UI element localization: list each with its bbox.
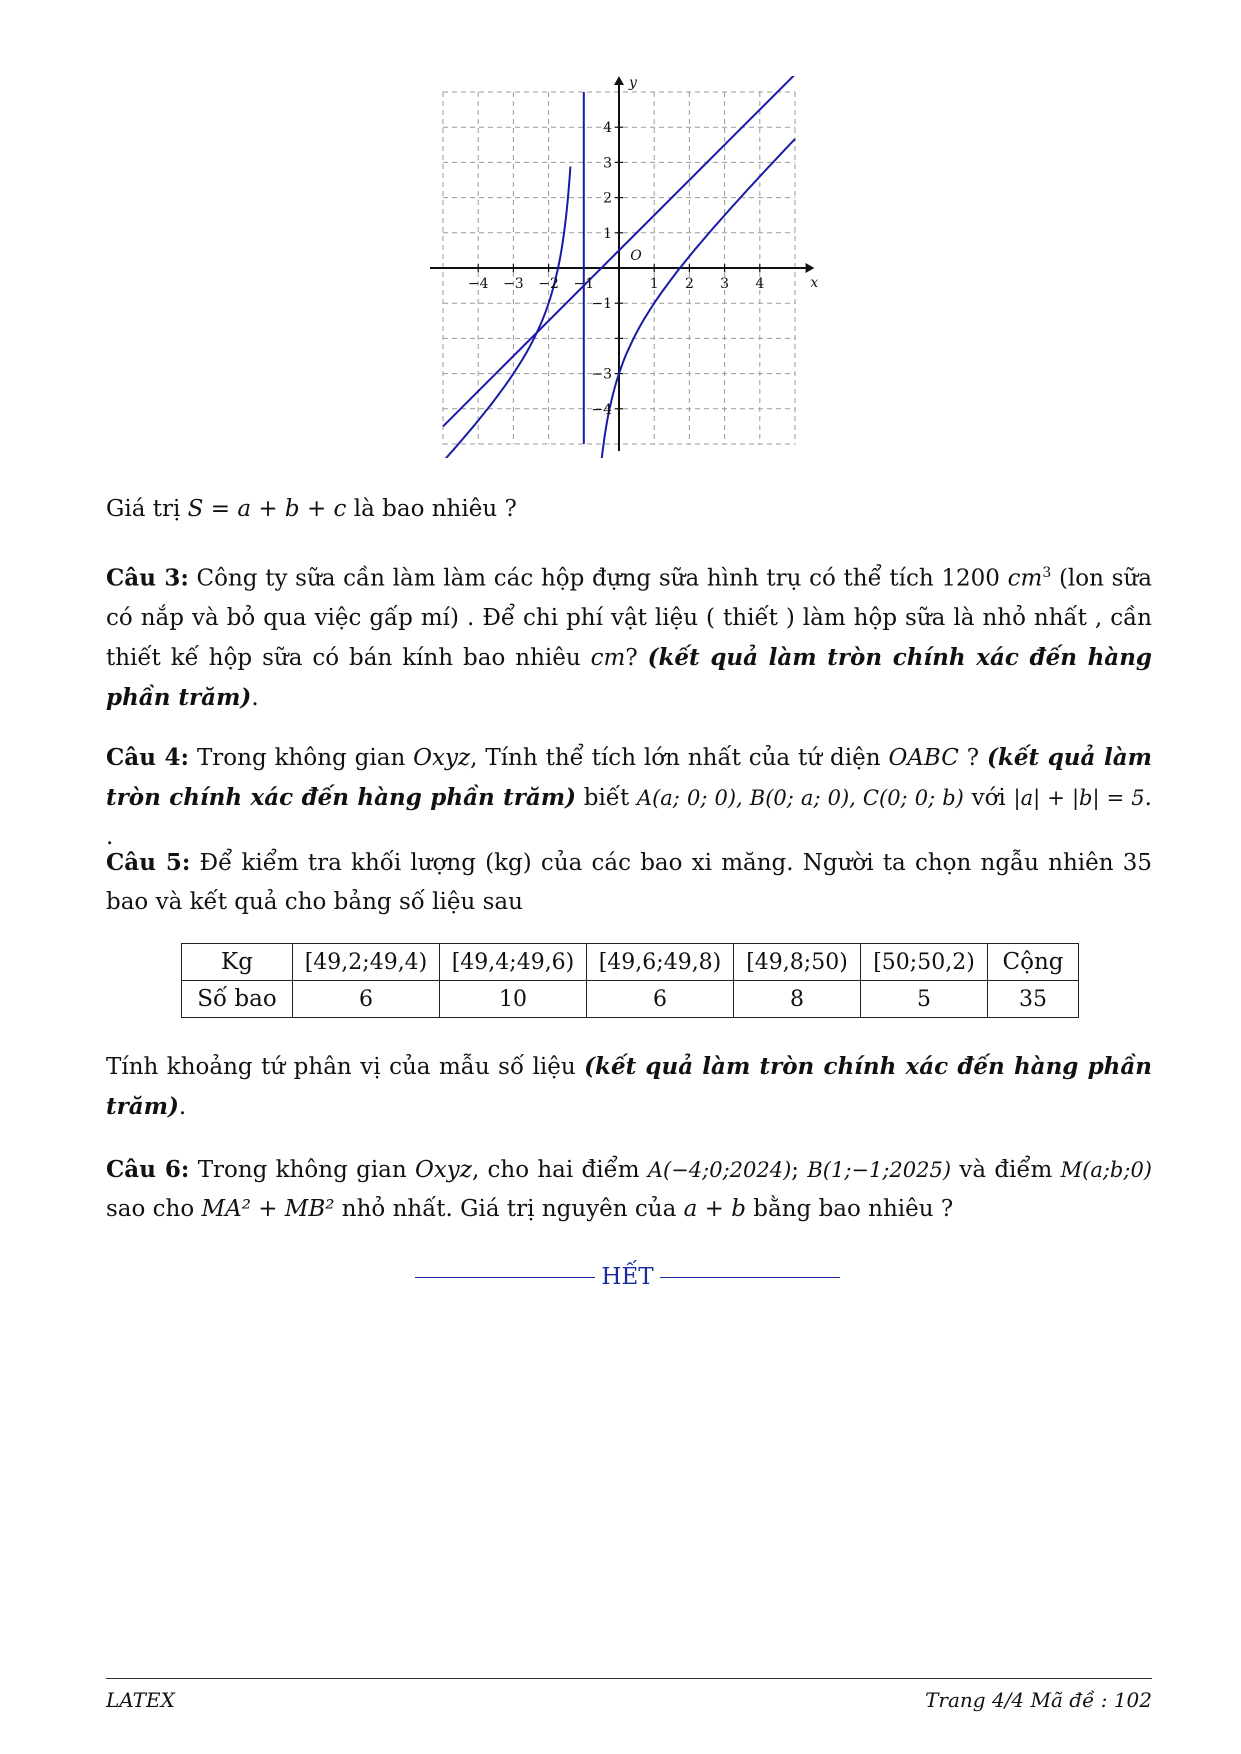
x-tick-label: 4 (755, 276, 765, 292)
q6-point-m: M(a;b;0) (1060, 1158, 1153, 1182)
q6-text2: , cho hai điểm (471, 1157, 648, 1183)
q4-points: A(a; 0; 0), B(0; a; 0), C(0; 0; b) (636, 786, 964, 810)
q3-note: (kết quả làm tròn chính xác đến hàng phần trăm) (106, 643, 1152, 711)
question-6-label: Câu 6: (106, 1156, 190, 1183)
q6-text5: nhỏ nhất. Giá trị nguyên của (334, 1196, 684, 1222)
intro-formula: S = a + b + c (187, 496, 347, 522)
q4-text3: ? (958, 745, 988, 771)
q6-point-a: A(−4;0;2024) (647, 1158, 792, 1182)
q5-text: Để kiểm tra khối lượng (kg) của các bao xi măng. Người ta chọn ngẫu nhiên 35 bao và kết quả cho bảng số liệu sau (106, 850, 1153, 915)
q6-text3: và điểm (951, 1157, 1061, 1183)
table-col-2: [49,4;49,6) (440, 944, 587, 981)
table-row-label: Số bao (182, 981, 293, 1018)
x-tick-label: −4 (467, 276, 489, 292)
x-tick-label: 3 (720, 276, 730, 292)
table-value-5: 5 (861, 981, 988, 1018)
table-col-total: Cộng (988, 944, 1079, 981)
q6-expr: MA² + MB² (201, 1196, 335, 1222)
q6-space: Oxyz (414, 1157, 472, 1183)
question-3-label: Câu 3: (106, 564, 189, 592)
y-tick-label: 1 (603, 225, 612, 242)
q3-unit-exp: 3 (1042, 565, 1052, 581)
q4-note: (kết quả làm tròn chính xác đến hàng phần trăm) (106, 744, 1153, 811)
q3-line1: Công ty sữa cần làm làm các hộp đựng sữa hình trụ có thể tích 1200 (196, 565, 1008, 592)
graph-question (106, 490, 1152, 529)
x-tick-label: −1 (573, 276, 595, 292)
q6-sep: ; (791, 1157, 808, 1183)
q3-line3-unit: cm (590, 644, 626, 671)
table-value-2: 10 (440, 981, 587, 1018)
end-marker-text: HẾT (601, 1264, 654, 1290)
q4-tetra: OABC (888, 745, 959, 771)
intro-prefix: Giá trị (106, 496, 188, 522)
x-tick-label: −3 (503, 276, 524, 292)
question-5-label: Câu 5: (106, 849, 191, 876)
footer-rule (106, 1678, 1152, 1679)
q3-line3: cần thiết kế hộp sữa có bán kính bao nhiêu (106, 604, 1152, 671)
q5-followup (106, 1047, 1152, 1127)
question-3 (106, 554, 1152, 718)
x-tick-label: 2 (684, 276, 694, 292)
curve-right-branch (601, 139, 795, 458)
q4-condition: |a| + |b| = 5 (1013, 786, 1145, 810)
x-tick-label: −2 (538, 276, 559, 292)
q6-text6: bằng bao nhiêu ? (745, 1196, 954, 1222)
footer-right: Trang 4/4 Mã đề : 102 (925, 1688, 1152, 1712)
q6-point-b: B(1;−1;2025) (807, 1158, 952, 1182)
table-row-values (182, 981, 1079, 1018)
table-row-header (182, 944, 1079, 981)
q5-followup-text: Tính khoảng tứ phân vị của mẫu số liệu (106, 1054, 585, 1080)
curve-left-branch (443, 167, 570, 459)
q3-line3-q: ? (625, 644, 648, 671)
table-header-label: Kg (182, 944, 293, 981)
table-value-3: 6 (587, 981, 734, 1018)
q4-text1: Trong không gian (196, 745, 414, 771)
graph-svg (430, 76, 830, 458)
q3-end: . (251, 684, 259, 711)
intro-suffix: là bao nhiêu ? (346, 496, 517, 522)
function-graph (430, 76, 830, 458)
y-tick-label: 3 (603, 155, 612, 172)
end-rule-left (415, 1277, 595, 1278)
question-4-label: Câu 4: (106, 744, 190, 771)
x-axis-label: x (810, 275, 819, 291)
graph-axes (430, 76, 814, 451)
q6-sum: a + b (683, 1196, 746, 1222)
data-table (181, 943, 1079, 1018)
q5-followup-end: . (178, 1094, 187, 1120)
question-4 (106, 738, 1152, 857)
table-col-4: [49,8;50) (734, 944, 861, 981)
q4-text5: với (963, 785, 1014, 811)
q4-end: . . (106, 785, 1152, 850)
y-tick-label: −4 (591, 401, 612, 418)
q3-line1-end: (lon (1051, 565, 1104, 592)
table-col-1: [49,2;49,4) (293, 944, 440, 981)
end-rule-right (660, 1277, 840, 1278)
question-5 (106, 843, 1152, 922)
end-marker (415, 1262, 840, 1292)
q6-text1: Trong không gian (197, 1157, 415, 1183)
footer-left: LATEX (106, 1688, 175, 1712)
table-col-5: [50;50,2) (861, 944, 988, 981)
y-axis-arrow (614, 76, 624, 85)
y-tick-label: 2 (603, 190, 612, 207)
x-axis-arrow (806, 263, 815, 273)
q3-unit: cm (1007, 565, 1043, 592)
y-axis-label: y (629, 76, 637, 91)
y-tick-label: −1 (591, 296, 612, 313)
question-6 (106, 1150, 1152, 1229)
q5-followup-note: (kết quả làm tròn chính xác đến hàng phần trăm) (106, 1053, 1152, 1120)
x-tick-label: 1 (649, 276, 659, 292)
q4-text2: , Tính thể tích lớn nhất của tứ diện (470, 745, 889, 771)
table-col-3: [49,6;49,8) (587, 944, 734, 981)
origin-label: O (630, 248, 642, 264)
q4-space: Oxyz (413, 745, 471, 771)
q4-text4: biết (576, 785, 637, 811)
table-value-4: 8 (734, 981, 861, 1018)
table-value-total: 35 (988, 981, 1079, 1018)
y-tick-label: −3 (591, 366, 612, 383)
table-value-1: 6 (293, 981, 440, 1018)
q3-line2: sữa có nắp và bỏ qua việc gấp mí) . Để chi phí vật liệu ( thiết ) làm hộp sữa là nhỏ nhất , (106, 565, 1152, 631)
q6-text4: sao cho (106, 1196, 202, 1222)
y-tick-label: 4 (603, 120, 612, 137)
